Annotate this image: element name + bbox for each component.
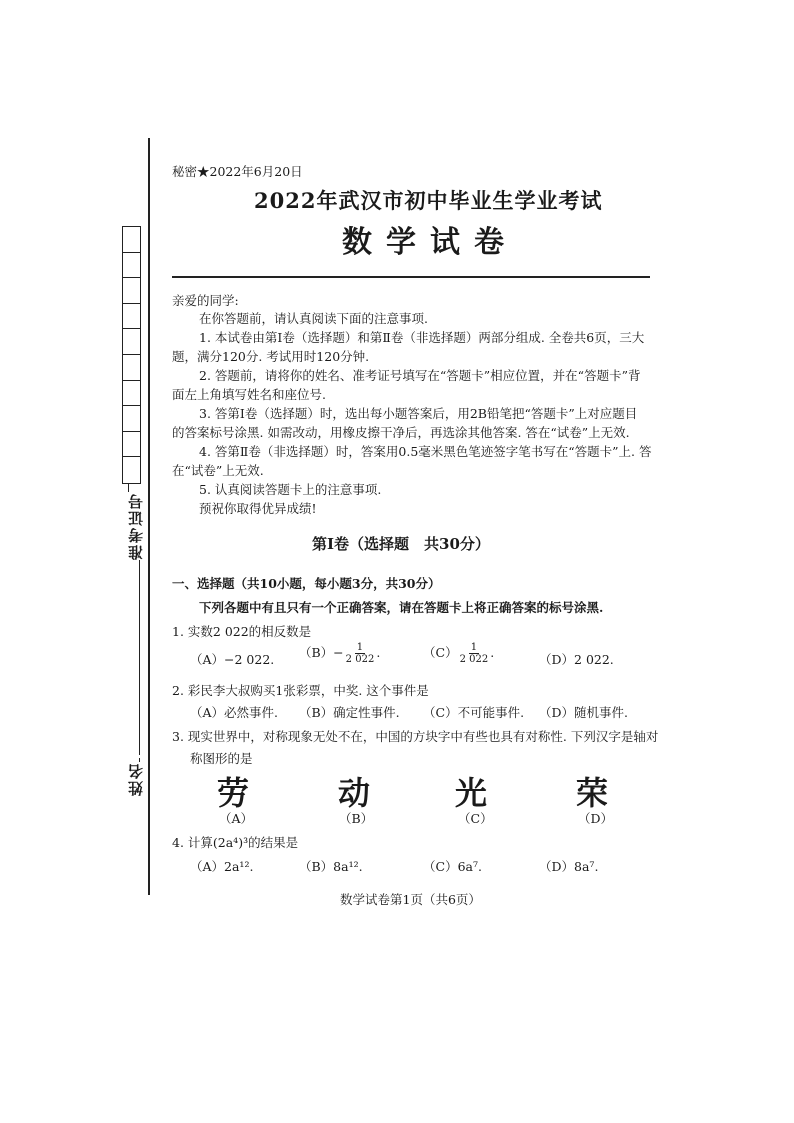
q1-option-b-numerator: 1 — [356, 642, 364, 653]
q2-option-a: （A）必然事件. — [190, 705, 279, 720]
notice-wish: 预祝你取得优异成绩! — [199, 501, 317, 516]
q1-option-c-numerator: 1 — [470, 642, 478, 653]
q1-option-c-fraction — [460, 642, 489, 665]
paper-title: 数学试卷 — [342, 225, 518, 260]
q3-char-c: 光 — [455, 774, 488, 812]
q3-char-d: 荣 — [576, 774, 609, 812]
part-heading: 一、选择题（共10小题，每小题3分，共30分） — [172, 576, 441, 591]
exam-id-connector — [128, 484, 129, 492]
notice-intro: 在你答题前，请认真阅读下面的注意事项. — [199, 311, 428, 326]
q3-label-c: （C） — [458, 811, 493, 826]
q1-stem: 1. 实数2 022的相反数是 — [172, 624, 312, 639]
q1-option-b-denominator: 2 022 — [345, 654, 375, 665]
q3-char-a: 劳 — [217, 774, 250, 812]
q3-stem-line2: 称图形的是 — [190, 751, 253, 766]
exam-id-label: 准考证号 — [127, 492, 145, 560]
q3-label-a: （A） — [219, 811, 254, 826]
q1-option-a: （A）−2 022. — [190, 652, 275, 667]
secret-date: 秘密★2022年6月20日 — [172, 164, 303, 179]
q3-label-b: （B） — [339, 811, 374, 826]
q4-stem: 4. 计算(2a⁴)³的结果是 — [172, 835, 299, 850]
notice-item3-line1: 3. 答第Ⅰ卷（选择题）时，选出每小题答案后，用2B铅笔把“答题卡”上对应题目 — [199, 406, 638, 421]
notice-item2-line1: 2. 答题前，请将你的姓名、准考证号填写在“答题卡”相应位置，并在“答题卡”背 — [199, 368, 641, 383]
page-footer: 数学试卷第1页（共6页） — [340, 892, 481, 907]
q3-label-d: （D） — [578, 811, 614, 826]
notice-item3-line2: 的答案标号涂黑. 如需改动，用橡皮擦干净后，再选涂其他答案. 答在“试卷”上无效. — [172, 425, 630, 440]
exam-title: 2022年武汉市初中毕业生学业考试 — [254, 188, 603, 213]
q4-option-c: （C）6a⁷. — [423, 859, 482, 874]
q1-option-c-prefix: （C） — [423, 645, 458, 660]
q4-option-b: （B）8a¹². — [299, 859, 363, 874]
name-underline — [139, 758, 140, 762]
q1-option-d: （D）2 022. — [539, 652, 614, 667]
q4-option-a: （A）2a¹². — [190, 859, 254, 874]
notice-item1-line2: 题，满分120分. 考试用时120分钟. — [172, 349, 370, 364]
section-title: 第Ⅰ卷（选择题 共30分） — [312, 535, 490, 553]
q1-option-b-fraction — [346, 642, 375, 665]
q2-stem: 2. 彩民李大叔购买1张彩票，中奖. 这个事件是 — [172, 683, 429, 698]
notice-greeting: 亲爱的同学: — [172, 293, 239, 308]
q4-option-d: （D）8a⁷. — [539, 859, 599, 874]
exam-id-boxes — [122, 226, 141, 484]
notice-item2-line2: 面左上角填写姓名和座位号. — [172, 387, 326, 402]
notice-item4-line1: 4. 答第Ⅱ卷（非选择题）时，答案用0.5毫米黑色笔迹签字笔书写在“答题卡”上. 答 — [199, 444, 652, 459]
q2-option-b: （B）确定性事件. — [299, 705, 400, 720]
q3-char-b: 动 — [338, 774, 371, 812]
binding-line — [148, 138, 150, 895]
notice-item4-line2: 在“试卷”上无效. — [172, 463, 264, 478]
notice-item1-line1: 1. 本试卷由第Ⅰ卷（选择题）和第Ⅱ卷（非选择题）两部分组成. 全卷共6页，三大 — [199, 330, 645, 345]
q1-option-b: （B）− $\frac{1}{2 022}$ . — [299, 642, 381, 665]
q3-stem-line1: 3. 现实世界中，对称现象无处不在，中国的方块字中有些也具有对称性. 下列汉字是轴对 — [172, 729, 659, 744]
q2-option-d: （D）随机事件. — [539, 705, 628, 720]
part-instruction: 下列各题中有且只有一个正确答案，请在答题卡上将正确答案的标号涂黑. — [199, 600, 604, 615]
header-rule — [172, 276, 650, 278]
name-label: 姓名 — [127, 762, 145, 796]
q1-option-c: （C） $\frac{1}{2 022}$ . — [423, 642, 495, 665]
q2-option-c: （C）不可能事件. — [423, 705, 525, 720]
q1-option-b-prefix: （B）− — [299, 645, 344, 660]
notice-item5: 5. 认真阅读答题卡上的注意事项. — [199, 482, 382, 497]
exam-id-underline — [139, 560, 140, 755]
q1-option-c-denominator: 2 022 — [459, 654, 489, 665]
